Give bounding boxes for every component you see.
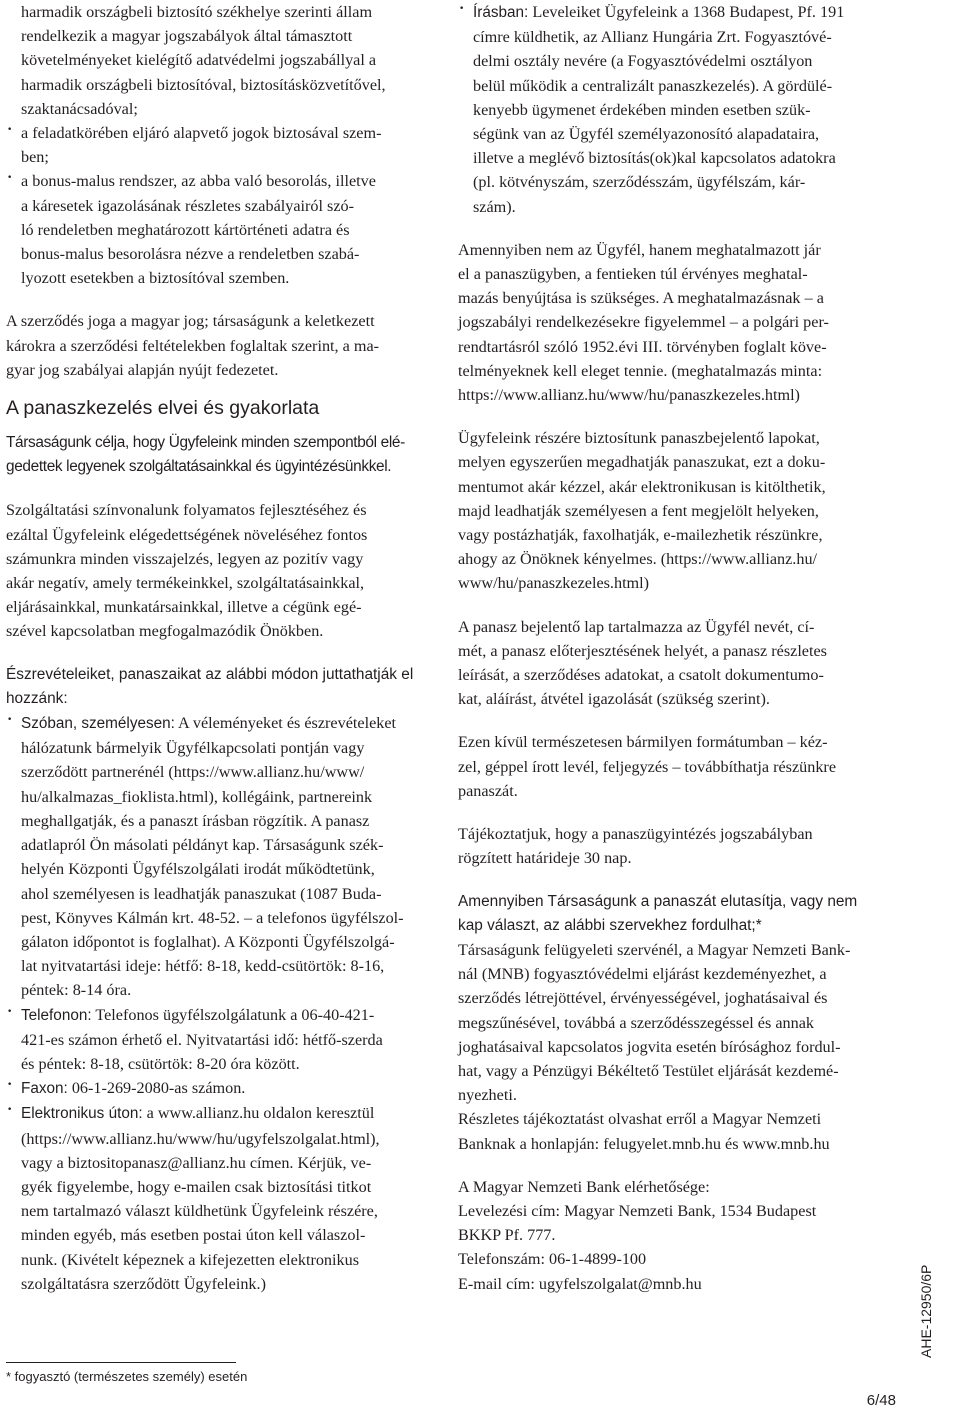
continued-text: harmadik országbeli biztosító székhelye szerinti állam rendelkezik a magyar jogszabályok által támasztott követelményeket kielégítő adatvédelmi jogszabállyal a harmadik országbeli biztosítóval, biztosításközvetítővel, szaktanácsadóval; xyxy=(21,3,386,118)
paragraph-goal: Társaságunk célja, hogy Ügyfeleink minden szempontból elé- gedettek legyenek szolgáltatásainkkal és ügyintézésünkkel. xyxy=(6,434,405,476)
section-heading: A panaszkezelés elvei és gyakorlata xyxy=(6,397,320,420)
fax-lead: Faxon: xyxy=(21,1080,68,1098)
paragraph-governing-law: A szerződés joga a magyar jog; társaságunk a keletkezett károkra a szerződési feltételekben foglaltak szerint, a ma- gyar jog szabályai alapján nyújt fedezetet. xyxy=(6,312,380,379)
footnote: * fogyasztó (természetes személy) esetén xyxy=(6,1369,248,1384)
paragraph-other-formats: Ezen kívül természetesen bármilyen formátumban – kéz- zel, géppel írott levél, feljegyzés – továbbíthatja részünkre panaszát. xyxy=(458,733,837,800)
writing-lead: Írásban: xyxy=(473,4,529,21)
paragraph-deadline: Tájékoztatjuk, hogy a panaszügyintézés jogszabályban rögzített határideje 30 nap. xyxy=(458,825,813,868)
bullet-rights-commissioner: · a feladatkörében eljáró alapvető jogok biztosával szem- ben; xyxy=(6,121,426,169)
online-lead: Elektronikus úton: xyxy=(21,1105,143,1123)
paragraph-mnb: Társaságunk felügyeleti szervénél, a Magyar Nemzeti Bank- nál (MNB) fogyasztóvédelmi eljárást kezdeményezhet, a szerződés létrejöttével, érvényességével, joghatásaival és megszűnésével, továbbá a szerződésszegéssel és annak joghatásaival kapcsolatos jogvita esetén bírósághoz fordul- hat, vagy a Pénzügyi Békéltető Testület eljárását kezdemé- nyezheti. Részletes tájékoztatást olvashat erről a Magyar Nemzeti Banknak a honlapján: felugyelet.mnb.hu és www.mnb.hu xyxy=(458,940,851,1153)
bullet-writing: · Írásban: Leveleiket Ügyfeleink a 1368 Budapest, Pf. 191 címre küldhetik, az Allianz Hungária Zrt. Fogyasztóvé- delmi osztály nevére (a Fogyasztóvédelmi osztályon belül működik a centralizált panaszkezelés). A gördülé- kenyebb ügymenet érdekében minden esetben szük- ségünk van az Ügyfél személyazonosító alapadataira, illetve a meglévő biztosítás(ok)kal kapcsolatos adatokra (pl. kötvényszám, szerződésszám, ügyfélszám, kár- szám). xyxy=(458,0,886,219)
phone-lead: Telefonon: xyxy=(21,1006,92,1024)
bullet-online: · Elektronikus úton: a www.allianz.hu oldalon keresztül (https://www.allianz.hu/www/hu/ugyfelszolgalat.html), vagy a biztositopanasz@allianz.hu címen. Kérjük, ve- gyék figyelembe, hogy e-mailen csak biztosítási titkot nem tartalmazó választ küldhetünk Ügyfeleink részére, minden egyéb, más esetben postai úton kell válaszol- nunk. (Kivételt képeznek a kifejezetten elektronikus szolgáltatásra szerződött Ügyfeleink.) xyxy=(6,1101,426,1296)
paragraph-quality: Szolgáltatási színvonalunk folyamatos fejlesztéséhez és ezáltal Ügyfeleink elégedettségének növeléséhez fontos számunkra minden visszajelzés, legyen az pozitív vagy akár negatív, amely termékeinkkel, szolgáltatásainkkal, eljárásainkkal, munkatársainkkal, illetve a cégünk egé- szével kapcsolatban megfogalmazódik Önökben. xyxy=(6,501,368,641)
oral-lead: Szóban, személyesen: xyxy=(21,715,175,733)
bullet-oral: · Szóban, személyesen: A véleményeket és észrevételeket hálózatunk bármelyik Ügyfélkapcsolati pontján vagy szerződött partnerénél (https://www.allianz.hu/www/ hu/alkalmazas_fioklista.html), kollégáink, partnereink meghallgatják, és a panaszt írásban rögzítik. A panasz adatlapról Ön másolati példányt kap. Társaságunk szék- helyén Központi Ügyfélszolgálati irodát működtetünk, ahol személyesen is leadhatják panaszukat (1087 Buda- pest, Könyves Kálmán krt. 48-52. – a telefonos ügyfélszol- gálaton időpontot is foglalhat). A Központi Ügyfélszolgá- lat nyitvatartási ideje: hétfő: 8-18, kedd-csütörtök: 8-16, péntek: 8-14 óra. xyxy=(6,711,426,1002)
right-column xyxy=(458,0,886,1296)
document-code: AHE-12950/6P xyxy=(918,1264,934,1358)
bullet-bonus-malus: · a bonus-malus rendszer, az abba való besorolás, illetve a káresetek igazolásának részletes szabályairól szó- ló rendeletben meghatározott kártörténeti adatra és bonus-malus besorolásra nézve a rendeletben szabá- lyozott esetekben a biztosítóval szemben. xyxy=(6,169,426,290)
reject-subheading: Amennyiben Társaságunk a panaszát elutasítja, vagy nem kap választ, az alábbi szervekhez fordulhat;* xyxy=(458,892,858,934)
left-column xyxy=(6,0,426,1296)
paragraph-form-contents: A panasz bejelentő lap tartalmazza az Ügyfél nevét, cí- mét, a panasz előterjesztésének helyét, a panasz részletes leírását, a szerződéses adatokat, a csatolt dokumentumo- kat, aláírást, átvétel igazolását (szükség szerint). xyxy=(458,617,827,709)
mnb-contact: A Magyar Nemzeti Bank elérhetősége: Levelezési cím: Magyar Nemzeti Bank, 1534 Budapest BKKP Pf. 777. Telefonszám: 06-1-4899-100 E-mail cím: ugyfelszolgalat@mnb.hu xyxy=(458,1177,817,1293)
channels-subheading: Észrevételeiket, panaszaikat az alábbi módon juttathatják el hozzánk: xyxy=(6,665,414,707)
page-number: 6/48 xyxy=(866,1392,896,1409)
footnote-divider xyxy=(6,1362,236,1363)
bullet-fax: · Faxon: 06-1-269-2080-as számon. xyxy=(6,1076,426,1101)
paragraph-forms: Ügyfeleink részére biztosítunk panaszbejelentő lapokat, melyen egyszerűen megadhatják panaszukat, ezt a doku- mentumot akár kézzel, akár elektronikusan is kitölthetik, majd leadhatják személyesen a fent megjelölt helyeken, vagy postázhatják, faxolhatják, e-mailezhetik részünkre, ahogy az Önöknek kényelmes. (https://www.allianz.hu/ www/hu/panaszkezeles.html) xyxy=(458,429,826,593)
paragraph-proxy: Amennyiben nem az Ügyfél, hanem meghatalmazott jár el a panaszügyben, a fentieken túl érvényes meghatal- mazás benyújtása is szükséges. A meghatalmazásnak – a jogszabályi rendelkezésekre figyelemmel – a polgári per- rendtartásról szóló 1952.évi III. törvényben foglalt köve- telményeknek kell eleget tennie. (meghatalmazás minta: https://www.allianz.hu/www/hu/panaszkezeles.html) xyxy=(458,240,829,405)
bullet-phone: · Telefonon: Telefonos ügyfélszolgálatunk a 06-40-421- 421-es számon érhető el. Nyitvatartási idő: hétfő-szerda és péntek: 8-18, csütörtök: 8-20 óra között. xyxy=(6,1003,426,1077)
